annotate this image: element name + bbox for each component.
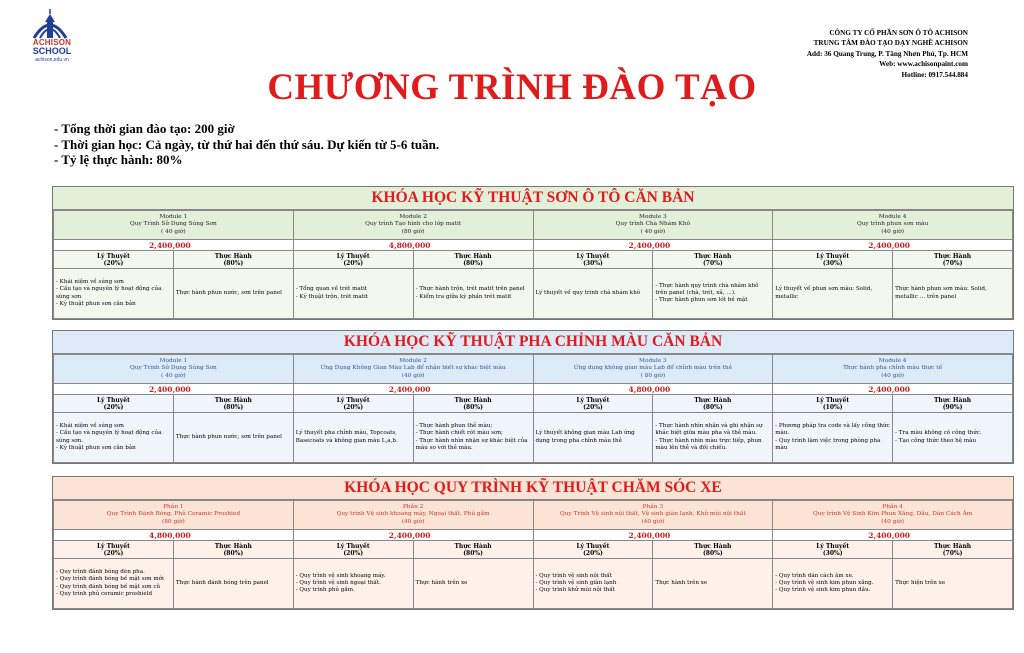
practice-percent: (80%) [463,259,483,267]
theory-description: - Quy trình đánh bóng đèn pha. - Quy trình đánh bóng bề mặt sơn mới - Quy trình đánh bóng bề mặt sơn cũ - Quy trình phủ ceramic proshield [54,559,174,609]
course-block-painting [52,186,1014,320]
module-hours: (40 giờ) [881,372,905,379]
module-name: Quy trình Vệ sinh khoang máy, Ngoại thất, Phủ gầm [336,511,490,518]
module-header [293,355,533,384]
module-hours: ( 80 giờ) [640,372,666,379]
practice-percent: (80%) [223,259,244,267]
practice-label: Thực Hành [933,252,972,260]
module-hours: (40 giờ) [401,372,425,379]
practice-label: Thực Hành [694,396,732,404]
theory-header [293,395,413,413]
theory-description: - Quy trình dán cách âm xe. - Quy trình vệ sinh kim phun xăng. - Quy trình vệ sinh kim phun dầu. [773,559,893,609]
theory-header [54,251,174,269]
module-price: 2,400,000 [773,530,1013,541]
module-hours: (40 giờ) [881,228,905,235]
theory-label: Lý Thuyết [816,542,850,550]
logo-line2: SCHOOL [32,46,72,56]
module-header [533,501,773,530]
practice-header [653,541,773,559]
course-row [54,413,1013,463]
module-head: Phần 1 [163,503,184,510]
practice-percent: (80%) [702,549,723,557]
theory-percent: (20%) [343,259,364,267]
module-name: Quy trình phun sơn màu [856,221,929,228]
theory-header [773,395,893,413]
theory-label: Lý Thuyết [97,542,130,550]
practice-percent: (80%) [463,403,483,411]
module-head: Phần 3 [642,503,664,510]
theory-percent: (20%) [583,403,603,411]
company-address: Add: 36 Quang Trung, P. Tăng Nhơn Phú, Tp. HCM [806,49,968,58]
page-title: CHƯƠNG TRÌNH ĐÀO TẠO [267,67,757,108]
module-price: 2,400,000 [533,240,773,251]
module-head: Module 1 [159,213,188,220]
company-center: TRUNG TÂM ĐÀO TẠO DẠY NGHỀ ACHISON [813,39,968,48]
course-row [54,395,1013,413]
course-row [54,269,1013,319]
info-line: - Tỷ lệ thực hành: 80% [54,152,183,167]
module-price: 2,400,000 [54,384,294,395]
theory-description: - Phương pháp tra code và lấy công thức màu. - Quy trình làm việc trong phòng pha màu [773,413,893,463]
module-head: Module 4 [878,213,907,220]
theory-label: Lý Thuyết [576,542,610,550]
practice-label: Thực Hành [214,542,252,550]
practice-percent: (70%) [702,259,723,267]
course-row [54,211,1013,240]
building-dome-icon [30,8,70,40]
practice-percent: (80%) [223,549,244,557]
module-price: 4,800,000 [293,240,533,251]
theory-percent: (30%) [822,259,843,267]
module-header [293,501,533,530]
practice-description: Thực hành phun nước, sơn trên panel [173,413,293,463]
practice-header [413,395,533,413]
module-name: Quy Trình Đánh Bóng, Phủ Ceramic Proshied [106,511,241,518]
theory-header [533,395,653,413]
theory-description: - Tổng quan về trét matit - Kỹ thuật trộn, trét matit [293,269,413,319]
theory-percent: (20%) [103,259,124,267]
practice-percent: (80%) [223,403,244,411]
course-row [54,240,1013,251]
practice-percent: (70%) [942,259,963,267]
course-row [54,355,1013,384]
theory-label: Lý Thuyết [336,252,370,260]
module-price: 2,400,000 [533,530,773,541]
practice-description: Thực hành phun nước, sơn trên panel [173,269,293,319]
module-name: Quy trình Chà Nhám Khô [615,221,691,228]
module-head: Module 2 [399,213,427,220]
module-header [773,355,1013,384]
practice-header [173,541,293,559]
module-price: 2,400,000 [293,530,533,541]
theory-description: - Khái niệm về súng sơn - Cấu tạo và nguyên lý hoạt động của súng sơn - Kỹ thuật phun sơn căn bản [54,269,174,319]
practice-percent: (80%) [463,549,483,557]
practice-description: - Thực hành trộn, trét matit trên panel - Kiểm tra giữa kỳ phần trét matit [413,269,533,319]
module-header [293,211,533,240]
module-price: 4,800,000 [54,530,294,541]
theory-percent: (20%) [103,549,124,557]
theory-label: Lý Thuyết [576,396,610,404]
module-head: Module 3 [639,357,667,364]
theory-description: Lý thuyết không gian màu Lab ứng dụng trong pha chỉnh màu thẻ [533,413,653,463]
module-hours: (40 giờ) [401,518,425,525]
practice-header [653,395,773,413]
theory-header [773,251,893,269]
theory-percent: (20%) [343,403,364,411]
course-block-color-mixing [52,330,1014,464]
practice-label: Thực Hành [454,542,492,550]
school-logo [22,8,82,66]
theory-label: Lý Thuyết [576,252,610,260]
practice-header [413,251,533,269]
practice-label: Thực Hành [454,396,492,404]
theory-header [293,251,413,269]
practice-percent: (80%) [702,403,723,411]
theory-label: Lý Thuyết [336,542,370,550]
module-head: Module 4 [878,357,907,364]
module-price: 4,800,000 [533,384,773,395]
module-header [533,355,773,384]
company-name: CÔNG TY CỔ PHẦN SƠN Ô TÔ ACHISON [829,29,968,37]
theory-percent: (20%) [583,549,603,557]
theory-description: - Quy trình vệ sinh nội thất - Quy trình vệ sinh giàn lạnh - Quy trình khử mùi nội thất [533,559,653,609]
module-name: Quy trình Tạo hình cho lớp matit [365,221,462,228]
course-row [54,251,1013,269]
company-web: Web: www.achisonpaint.com [879,60,968,69]
theory-header [533,541,653,559]
module-head: Module 2 [399,357,427,364]
theory-header [54,395,174,413]
module-name: Quy Trình Sử Dụng Súng Sơn [129,365,217,372]
practice-label: Thực Hành [694,252,732,260]
practice-label: Thực Hành [214,252,252,260]
practice-description: Thực hành đánh bóng trên panel [173,559,293,609]
course-table [53,210,1013,319]
course-row [54,559,1013,609]
practice-label: Thực Hành [214,396,252,404]
module-head: Module 3 [639,213,667,220]
practice-header [893,251,1013,269]
practice-header [893,541,1013,559]
module-name: Quy trình Vệ Sinh Kim Phun Xăng, Dầu, Dán Cách Âm [812,511,973,518]
theory-header [54,541,174,559]
module-price: 2,400,000 [54,240,294,251]
module-hours: (40 giờ) [641,518,665,525]
practice-description: - Thực hành phun thẻ màu; - Thực hành chiết rót màu sơn; - Thực hành nhìn nhận sự khác biệt của màu so với thẻ màu. [413,413,533,463]
module-name: Quy Trình Vệ sinh nội thất, Vệ sinh giàn lạnh, Khử mùi nội thất [560,511,746,518]
practice-description: Thực hành trên xe [653,559,773,609]
course-row [54,541,1013,559]
practice-percent: (90%) [942,403,963,411]
module-header [54,211,294,240]
module-header [533,211,773,240]
module-hours: ( 40 giờ) [640,228,666,235]
course-title: KHÓA HỌC KỸ THUẬT SƠN Ô TÔ CĂN BẢN [53,187,1013,210]
module-price: 2,400,000 [773,384,1013,395]
theory-label: Lý Thuyết [816,252,850,260]
practice-description: Thực hiện trên xe [893,559,1013,609]
practice-header [173,395,293,413]
module-header [54,501,294,530]
course-row [54,501,1013,530]
theory-description: - Quy trình vệ sinh khoang máy. - Quy trình vệ sinh ngoại thất. - Quy trình phủ gầm. [293,559,413,609]
practice-label: Thực Hành [933,396,972,404]
module-hours: ( 40 giờ) [161,372,186,379]
theory-percent: (10%) [822,403,843,411]
practice-header [653,251,773,269]
practice-description: - Tra màu không có công thức. - Tạo công thức theo hệ màu [893,413,1013,463]
theory-description: Lý thuyết pha chỉnh màu, Topcoats, Basecoats và không gian màu L,a,b. [293,413,413,463]
module-header [773,501,1013,530]
theory-header [773,541,893,559]
module-hours: (80 giờ) [161,518,185,525]
course-title: KHÓA HỌC QUY TRÌNH KỸ THUẬT CHĂM SÓC XE [53,477,1013,500]
theory-label: Lý Thuyết [816,396,850,404]
info-line: - Thời gian học: Cả ngày, từ thứ hai đến thứ sáu. Dự kiến từ 5-6 tuần. [54,136,440,152]
module-price: 2,400,000 [773,240,1013,251]
theory-description: Lý thuyết về quy trình chà nhám khô [533,269,653,319]
theory-header [533,251,653,269]
practice-description: - Thực hành nhìn nhận và ghi nhận sự khác biệt giữa màu pha và thẻ màu. - Thực hành nhìn màu trực tiếp, phun màu lên thẻ và đối chiếu. [653,413,773,463]
info-line: - Tổng thời gian đào tạo: 200 giờ [54,121,235,136]
module-name: Thực hành pha chỉnh màu thực tế [843,365,943,372]
theory-description: - Khái niệm về súng sơn - Cấu tạo và nguyên lý hoạt động của súng sơn. - Kỹ thuật phun sơn căn bản [54,413,174,463]
theory-label: Lý Thuyết [336,396,370,404]
module-hours: (80 giờ) [401,228,425,235]
practice-description: Thực hành trên xe [413,559,533,609]
practice-description: Thực hành phun sơn màu: Solid, metallic … trên panel [893,269,1013,319]
practice-description: - Thực hành quy trình chà nhám khô trên panel (chà, trét, xả, …). - Thực hành phun sơn lót bề mặt [653,269,773,319]
logo-line1: ACHISON [32,38,72,47]
theory-percent: (30%) [583,259,603,267]
company-hotline: Hotline: 0917.544.884 [901,70,968,79]
module-head: Module 1 [159,357,188,364]
course-table [53,354,1013,463]
practice-percent: (70%) [942,549,963,557]
course-row [54,384,1013,395]
theory-percent: (20%) [343,549,364,557]
module-head: Phần 2 [402,503,424,510]
theory-percent: (20%) [103,403,124,411]
theory-description: Lý thuyết về phun sơn màu: Solid, metallic [773,269,893,319]
course-row [54,530,1013,541]
course-table [53,500,1013,609]
module-head: Phần 4 [882,503,903,510]
theory-header [293,541,413,559]
practice-label: Thực Hành [454,252,492,260]
practice-label: Thực Hành [933,542,972,550]
theory-label: Lý Thuyết [97,396,130,404]
practice-label: Thực Hành [694,542,732,550]
module-name: Ứng Dụng Không Gian Màu Lab để nhận biết sự khác biệt màu [320,365,506,372]
practice-header [173,251,293,269]
practice-header [413,541,533,559]
theory-percent: (30%) [822,549,843,557]
theory-label: Lý Thuyết [97,252,130,260]
course-title: KHÓA HỌC KỸ THUẬT PHA CHỈNH MÀU CĂN BẢN [53,331,1013,354]
module-price: 2,400,000 [293,384,533,395]
module-header [773,211,1013,240]
module-hours: ( 40 giờ) [161,228,186,235]
module-header [54,355,294,384]
practice-header [893,395,1013,413]
logo-line3: achison.edu.vn [35,57,69,63]
module-name: Ứng dụng không gian màu Lab để chỉnh màu trên thẻ [573,365,733,372]
program-info [54,121,439,168]
course-block-car-care [52,476,1014,610]
module-hours: (40 giờ) [881,518,905,525]
module-name: Quy Trình Sử Dụng Súng Sơn [129,221,217,228]
